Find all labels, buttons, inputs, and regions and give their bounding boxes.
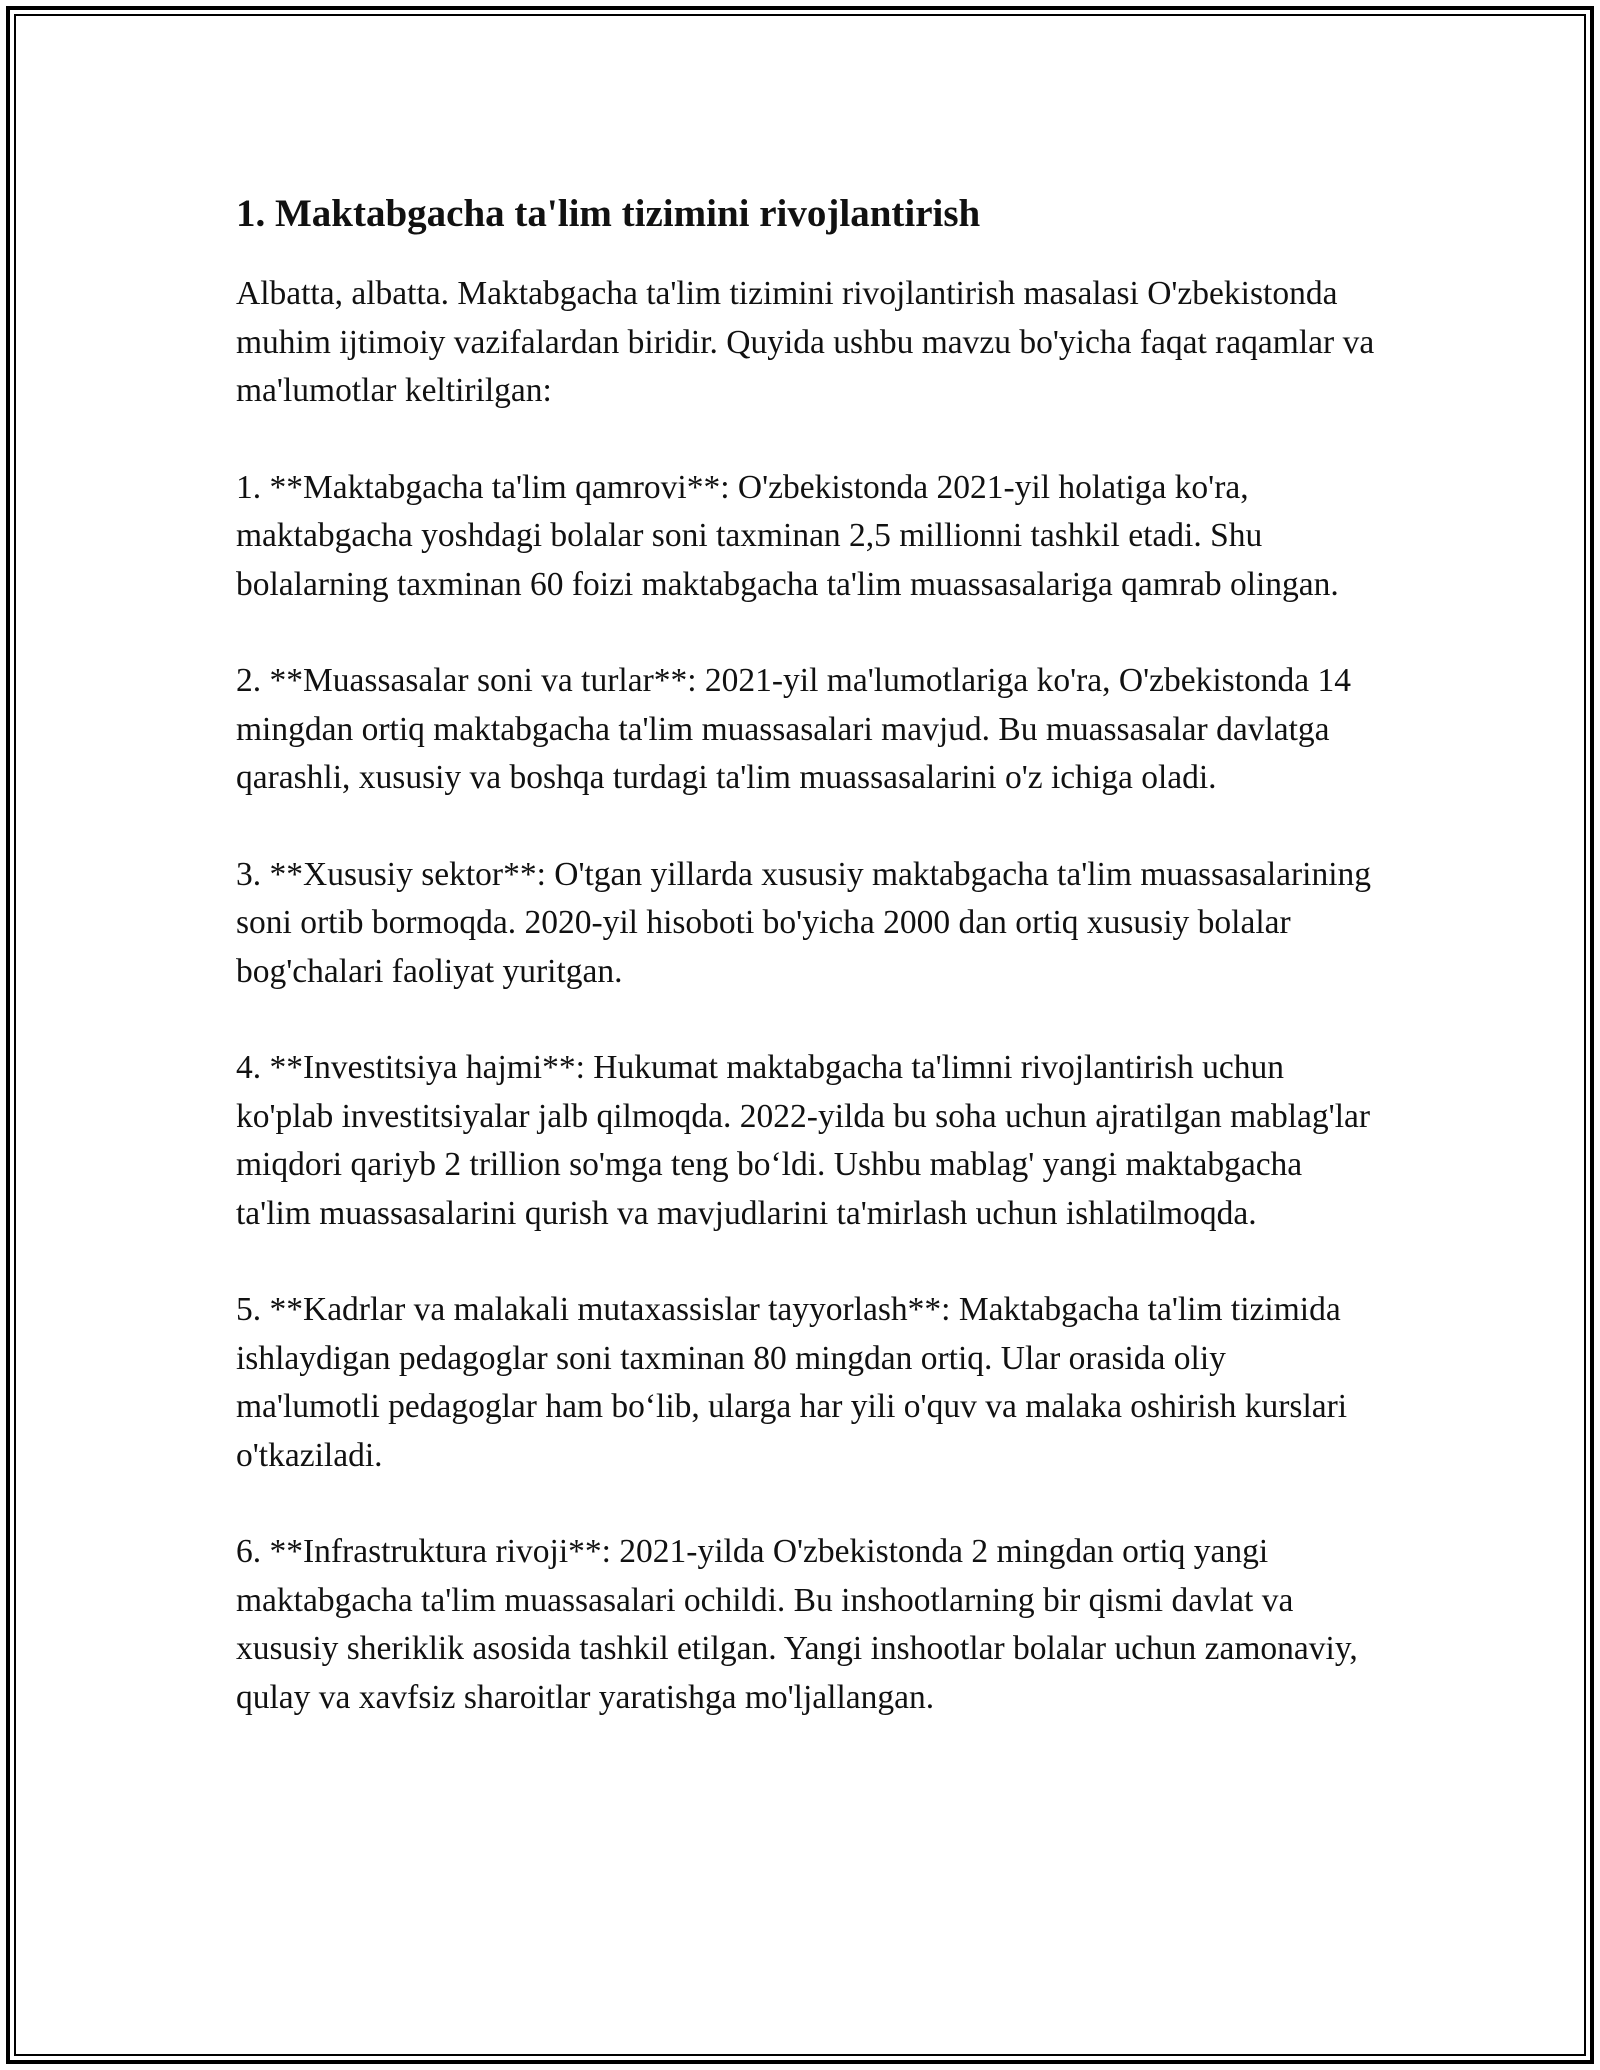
document-title: 1. Maktabgacha ta'lim tizimini rivojlantirish: [236, 192, 981, 235]
list-item-institutions: 2. **Muassasalar soni va turlar**: 2021-yil ma'lumotlariga ko'ra, O'zbekistonda 14 mingdan ortiq maktabgacha ta'lim muassasalari mavjud. Bu muassasalar davlatga qarashli, xususiy va boshqa turdagi ta'lim muassasalarini o'z ichiga oladi.: [236, 662, 1351, 796]
intro-paragraph: Albatta, albatta. Maktabgacha ta'lim tizimini rivojlantirish masalasi O'zbekistonda muhim ijtimoiy vazifalardan biridir. Quyida ushbu mavzu bo'yicha faqat raqamlar va ma'lumotlar keltirilgan:: [236, 275, 1375, 409]
list-item-infrastructure: 6. **Infrastruktura rivoji**: 2021-yilda O'zbekistonda 2 mingdan ortiq yangi maktabgacha ta'lim muassasalari ochildi. Bu inshootlarning bir qismi davlat va xususiy sheriklik asosida tashkil etilgan. Yangi inshootlar bolalar uchun zamonaviy, qulay va xavfsiz sharoitlar yaratishga mo'ljallangan.: [236, 1533, 1358, 1716]
list-item-investment: 4. **Investitsiya hajmi**: Hukumat maktabgacha ta'limni rivojlantirish uchun ko'plab investitsiyalar jalb qilmoqda. 2022-yilda bu soha uchun ajratilgan mablag'lar miqdori qariyb 2 trillion so'mga teng bo‘ldi. Ushbu mablag' yangi maktabgacha ta'lim muassasalarini qurish va mavjudlarini ta'mirlash uchun ishlatilmoqda.: [236, 1049, 1371, 1232]
list-item-coverage: 1. **Maktabgacha ta'lim qamrovi**: O'zbekistonda 2021-yil holatiga ko'ra, maktabgacha yoshdagi bolalar soni taxminan 2,5 millionni tashkil etadi. Shu bolalarning taxminan 60 foizi maktabgacha ta'lim muassasalariga qamrab olingan.: [236, 468, 1339, 603]
list-item-private-sector: 3. **Xususiy sektor**: O'tgan yillarda xususiy maktabgacha ta'lim muassasalarining soni ortib bormoqda. 2020-yil hisoboti bo'yicha 2000 dan ortiq xususiy bolalar bog'chalari faoliyat yuritgan.: [236, 855, 1372, 990]
document-body: [236, 188, 1376, 1722]
list-item-staff-training: 5. **Kadrlar va malakali mutaxassislar tayyorlash**: Maktabgacha ta'lim tizimida ishlaydigan pedagoglar soni taxminan 80 mingdan ortiq. Ular orasida oliy ma'lumotli pedagoglar ham bo‘lib, ularga har yili o'quv va malaka oshirish kurslari o'tkaziladi.: [236, 1291, 1348, 1474]
